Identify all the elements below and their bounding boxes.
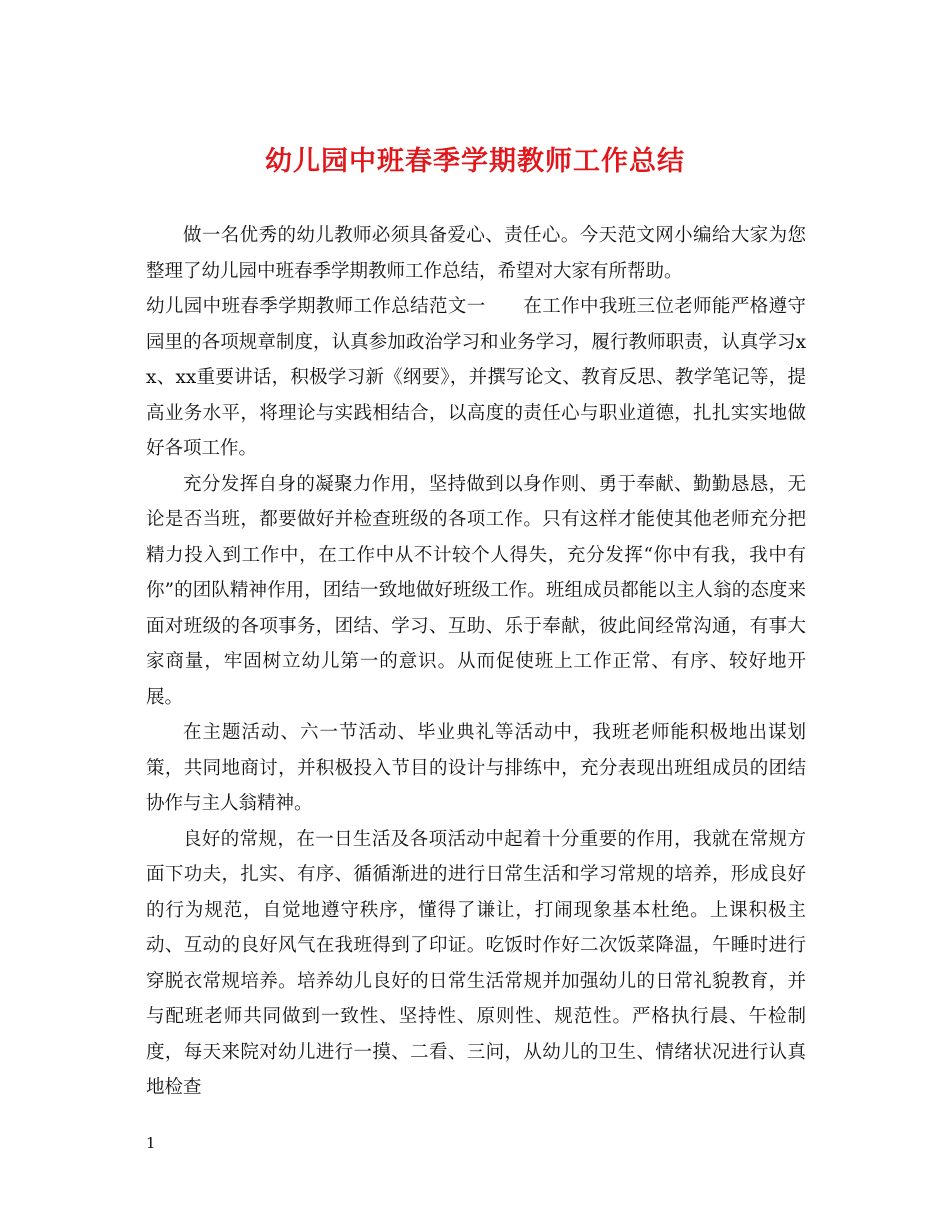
paragraph-routines: 良好的常规，在一日生活及各项活动中起着十分重要的作用，我就在常规方面下功夫，扎实、有序、循循渐进的进行日常生活和学习常规的培养，形成良好的行为规范，自觉地遵守秩序，懂得了谦让，打闹现象基本杜绝。上课积极主动、互动的良好风气在我班得到了印证。吃饭时作好二次饭菜降温，午睡时进行穿脱衣常规培养。培养幼儿良好的日常生活常规并加强幼儿的日常礼貌教育，并与配班老师共同做到一致性、坚持性、原则性、规范性。严格执行晨、午检制度，每天来院对幼儿进行一摸、二看、三问，从幼儿的卫生、情绪状况进行认真地检查 xyxy=(146,828,806,1098)
paragraph-intro: 做一名优秀的幼儿教师必须具备爱心、责任心。今天范文网小编给大家为您整理了幼儿园中班春季学期教师工作总结，希望对大家有所帮助。 xyxy=(146,225,806,282)
paragraph-sample-one: 幼儿园中班春季学期教师工作总结范文一 在工作中我班三位老师能严格遵守园里的各项规章制度，认真参加政治学习和业务学习，履行教师职责，认真学习xx、xx重要讲话，积极学习新《纲要》，并撰写论文、教育反思、教学笔记等，提高业务水平，将理论与实践相结合，以高度的责任心与职业道德，扎扎实实地做好各项工作。 xyxy=(146,296,806,459)
document-title: 幼儿园中班春季学期教师工作总结 xyxy=(265,146,685,177)
paragraph-cohesion: 充分发挥自身的凝聚力作用，坚持做到以身作则、勇于奉献、勤勤恳恳，无论是否当班，都要做好并检查班级的各项工作。只有这样才能使其他老师充分把精力投入到工作中，在工作中从不计较个人得失，充分发挥“你中有我，我中有你”的团队精神作用，团结一致地做好班级工作。班组成员都能以主人翁的态度来面对班级的各项事务，团结、学习、互助、乐于奉献，彼此间经常沟通，有事大家商量，牢固树立幼儿第一的意识。从而促使班上工作正常、有序、较好地开展。 xyxy=(146,473,806,708)
paragraph-activities: 在主题活动、六一节活动、毕业典礼等活动中，我班老师能积极地出谋划策，共同地商讨，并积极投入节目的设计与排练中，充分表现出班组成员的团结协作与主人翁精神。 xyxy=(146,722,806,814)
page-number: 1 xyxy=(146,1134,156,1152)
document-body xyxy=(146,218,806,1106)
